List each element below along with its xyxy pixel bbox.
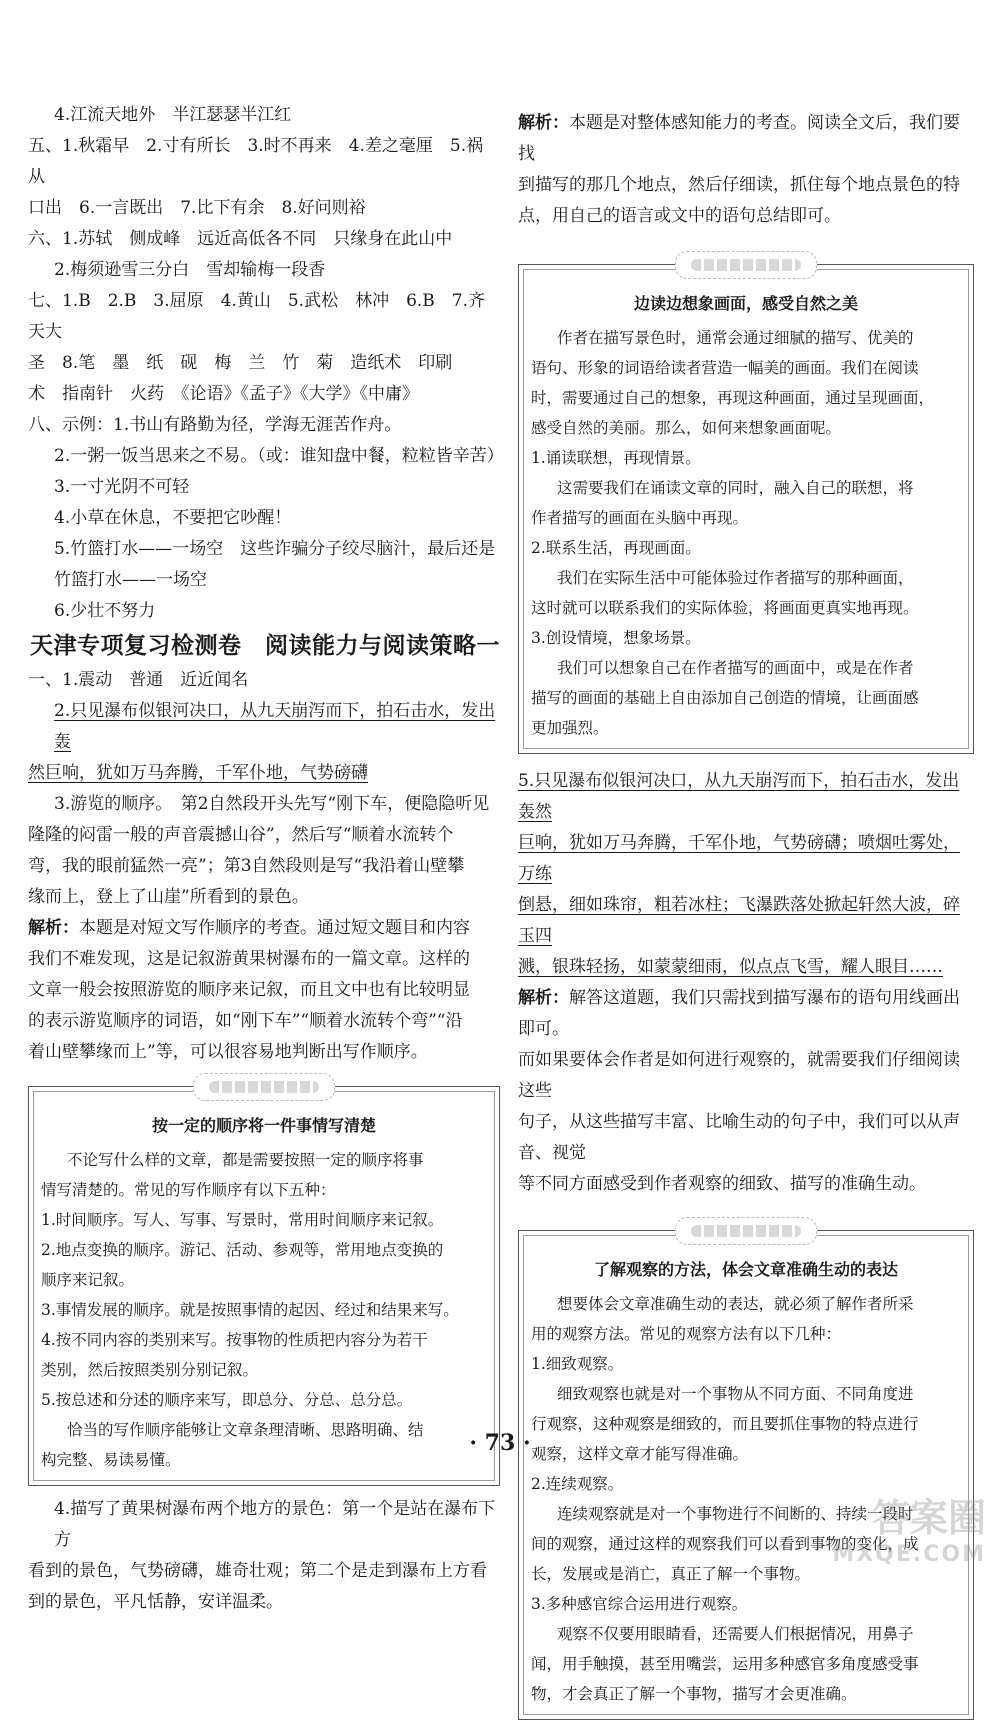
tip-box-line: 长，发展或是消亡，真正了解一个事物。 bbox=[531, 1565, 811, 1583]
q5-answer-line: 溅，银珠轻扬，如蒙蒙细雨，似点点飞雪，耀人眼目…… bbox=[518, 957, 943, 977]
tip-box-line: 3.多种感官综合运用进行观察。 bbox=[531, 1595, 748, 1613]
left-column bbox=[28, 100, 504, 1618]
tip-box-line: 语句、形象的词语给读者营造一幅美的画面。我们在阅读 bbox=[531, 359, 919, 377]
tip-box-line: 5.按总述和分述的顺序来写，即总分、分总、总分总。 bbox=[41, 1391, 413, 1409]
right-column bbox=[518, 108, 974, 1728]
tip-box-line: 顺序来记叙。 bbox=[41, 1271, 135, 1289]
q4-answer-line: 4.描写了黄果树瀑布两个地方的景色：第一个是站在瀑布下方 bbox=[54, 1499, 496, 1550]
tip-box-line: 构完整、易读易懂。 bbox=[41, 1451, 181, 1469]
box-ornament-icon bbox=[675, 251, 817, 279]
q2-answer-line: 然巨响，犹如万马奔腾，千军仆地，气势磅礴 bbox=[28, 763, 368, 783]
tip-box-line: 作者在描写景色时，通常会通过细腻的描写、优美的 bbox=[557, 329, 914, 347]
analysis-paragraph: 解析：本题是对短文写作顺序的考查。通过短文题目和内容 bbox=[28, 918, 470, 938]
tip-box-line: 类别，然后按照类别分别记叙。 bbox=[41, 1361, 259, 1379]
answer-line: 6.少壮不努力 bbox=[54, 601, 156, 621]
tip-box-line: 作者描写的画面在头脑中再现。 bbox=[531, 509, 749, 527]
tip-box-line: 连续观察就是对一个事物进行不间断的、持续一段时 bbox=[557, 1505, 914, 1523]
analysis-line: 而如果要体会作者是如何进行观察的，就需要我们仔细阅读这些 bbox=[518, 1050, 960, 1101]
tip-box-line: 3.创设情境，想象场景。 bbox=[531, 629, 701, 647]
tip-box-line: 这需要我们在诵读文章的同时，融入自己的联想，将 bbox=[557, 479, 914, 497]
answers-block bbox=[28, 100, 504, 627]
q3-answer-line: 隆隆的闷雷一般的声音震撼山谷”，然后写“顺着水流转个 bbox=[28, 825, 454, 845]
tip-box-line: 行观察，这种观察是细致的，而且要抓住事物的特点进行 bbox=[531, 1415, 919, 1433]
answer-line: 4.小草在休息，不要把它吵醒！ bbox=[54, 508, 292, 528]
tip-box-line: 间的观察，通过这样的观察我们可以看到事物的变化，成 bbox=[531, 1535, 919, 1553]
tip-box-body bbox=[41, 1145, 487, 1475]
q3-answer-line: 缘而上，登上了山崖”所看到的景色。 bbox=[28, 887, 309, 907]
q5-answer-line: 巨响，犹如万马奔腾，千军仆地，气势磅礴；喷烟吐雾处，万练 bbox=[518, 833, 960, 884]
tip-box-line: 感受自然的美丽。那么，如何来想象画面呢。 bbox=[531, 419, 842, 437]
analysis-line: 点，用自己的语言或文中的语句总结即可。 bbox=[518, 206, 841, 226]
answer-line: 4.江流天地外 半江瑟瑟半江红 bbox=[54, 105, 292, 125]
tip-box-heading: 按一定的顺序将一件事情写清楚 bbox=[151, 1116, 376, 1135]
analysis-line: 着山壁攀缘而上”等，可以很容易地判断出写作顺序。 bbox=[28, 1042, 428, 1062]
q3-answer-line: 3.游览的顺序。 第2自然段开头先写“刚下车，便隐隐听见 bbox=[54, 794, 490, 814]
answer-line: 五、1.秋霜早 2.寸有所长 3.时不再来 4.差之毫厘 5.祸从 bbox=[28, 136, 484, 187]
q3-answer-line: 弯，我的眼前猛然一亮”；第3自然段则是写“我沿着山壁攀 bbox=[28, 856, 465, 876]
analysis-label: 解析： bbox=[28, 918, 79, 938]
q5-answer-line: 5.只见瀑布似银河决口，从九天崩泻而下，拍石击水，发出轰然 bbox=[518, 771, 960, 822]
tip-box-line: 1.时间顺序。写人、写事、写景时，常用时间顺序来记叙。 bbox=[41, 1211, 444, 1229]
tip-box-line: 观察不仅要用眼睛看，还需要人们根据情况，用鼻子 bbox=[557, 1625, 914, 1643]
analysis-line: 文章一般会按照游览的顺序来记叙，而且文中也有比较明显 bbox=[28, 980, 470, 1000]
tip-box-writing-order bbox=[28, 1086, 500, 1486]
tip-box-line: 这时就可以联系我们的实际体验，将画面更真实地再现。 bbox=[531, 599, 919, 617]
tip-box-line: 3.事情发展的顺序。就是按照事情的起因、经过和结果来写。 bbox=[41, 1301, 459, 1319]
analysis-label: 解析： bbox=[518, 113, 569, 133]
tip-box-line: 时，需要通过自己的想象，再现这种画面，通过呈现画面， bbox=[531, 389, 935, 407]
answer-line: 六、1.苏轼 侧成峰 远近高低各不同 只缘身在此山中 bbox=[28, 229, 453, 249]
tip-box-line: 不论写什么样的文章，都是需要按照一定的顺序将事 bbox=[67, 1151, 424, 1169]
tip-box-line: 我们在实际生活中可能体验过作者描写的那种画面， bbox=[557, 569, 914, 587]
answer-line: 3.一寸光阴不可轻 bbox=[54, 477, 190, 497]
tip-box-line: 闻，用手触摸，甚至用嘴尝，运用多种感官多角度感受事 bbox=[531, 1655, 919, 1673]
q5-answer-line: 倒悬，细如珠帘，粗若冰柱；飞瀑跌落处掀起轩然大波，碎玉四 bbox=[518, 895, 960, 946]
tip-box-line: 用的观察方法。常见的观察方法有以下几种： bbox=[531, 1325, 842, 1343]
tip-box-line: 2.连续观察。 bbox=[531, 1475, 624, 1493]
answer-line: 2.梅须逊雪三分白 雪却输梅一段香 bbox=[54, 260, 326, 280]
tip-box-line: 1.诵读联想，再现情景。 bbox=[531, 449, 701, 467]
analysis-paragraph: 解析：解答这道题，我们只需找到描写瀑布的语句用线画出即可。 bbox=[518, 988, 960, 1039]
section-title: 天津专项复习检测卷 阅读能力与阅读策略一 bbox=[30, 633, 500, 659]
tip-box-line: 细致观察也就是对一个事物从不同方面、不同角度进 bbox=[557, 1385, 914, 1403]
box-ornament-icon bbox=[193, 1073, 335, 1101]
watermark-logo bbox=[810, 1487, 986, 1567]
tip-box-line: 想要体会文章准确生动的表达，就必须了解作者所采 bbox=[557, 1295, 914, 1313]
answer-line: 圣 8.笔 墨 纸 砚 梅 兰 竹 菊 造纸术 印刷 bbox=[28, 353, 453, 373]
analysis-paragraph: 解析：本题是对整体感知能力的考查。阅读全文后，我们要找 bbox=[518, 113, 960, 164]
tip-box-line: 更加强烈。 bbox=[531, 719, 609, 737]
watermark-url: MXQE.COM bbox=[832, 1542, 986, 1567]
tip-box-line: 描写的画面的基础上自由添加自己创造的情境，让画面感 bbox=[531, 689, 919, 707]
tip-box-line: 1.细致观察。 bbox=[531, 1355, 624, 1373]
tip-box-line: 物，才会真正了解一个事物，描写才会更准确。 bbox=[531, 1685, 857, 1703]
tip-box-line: 2.联系生活，再现画面。 bbox=[531, 539, 701, 557]
answer-line: 5.竹篮打水——一场空 这些诈骗分子绞尽脑汁，最后还是 bbox=[54, 539, 496, 559]
tip-box-line: 恰当的写作顺序能够让文章条理清晰、思路明确、结 bbox=[67, 1421, 424, 1439]
q4-answer-line: 到的景色，平凡恬静，安详温柔。 bbox=[28, 1592, 283, 1612]
answer-line: 术 指南针 火药 《论语》《孟子》《大学》《中庸》 bbox=[28, 384, 419, 404]
answer-line: 八、示例：1.书山有路勤为径，学海无涯苦作舟。 bbox=[28, 415, 402, 435]
analysis-line: 等不同方面感受到作者观察的细致、描写的准确生动。 bbox=[518, 1174, 926, 1194]
q4-answer-line: 看到的景色，气势磅礴，雄奇壮观；第二个是走到瀑布上方看 bbox=[28, 1561, 487, 1581]
analysis-line: 的表示游览顺序的词语，如“刚下车”“顺着水流转个弯”“沿 bbox=[28, 1011, 463, 1031]
answer-line: 竹篮打水——一场空 bbox=[54, 570, 207, 590]
page-number: · 73 · bbox=[469, 1430, 531, 1456]
analysis-line: 到描写的那几个地点，然后仔细读，抓住每个地点景色的特 bbox=[518, 175, 960, 195]
tip-box-line: 观察，这样文章才能写得准确。 bbox=[531, 1445, 749, 1463]
tip-box-imagination bbox=[518, 264, 974, 754]
tip-box-line: 我们可以想象自己在作者描写的画面中，或是在作者 bbox=[557, 659, 914, 677]
analysis-line: 我们不难发现，这是记叙游黄果树瀑布的一篇文章。这样的 bbox=[28, 949, 470, 969]
tip-box-line: 情写清楚的。常见的写作顺序有以下五种： bbox=[41, 1181, 336, 1199]
answer-line: 2.一粥一饭当思来之不易。（或：谁知盘中餐，粒粒皆辛苦） bbox=[54, 446, 504, 466]
tip-box-heading: 了解观察的方法，体会文章准确生动的表达 bbox=[593, 1260, 898, 1279]
q2-answer-line: 2.只见瀑布似银河决口，从九天崩泻而下，拍石击水，发出轰 bbox=[54, 701, 496, 752]
tip-box-body bbox=[531, 323, 961, 743]
tip-box-line: 4.按不同内容的类别来写。按事物的性质把内容分为若干 bbox=[41, 1331, 428, 1349]
tip-box-heading: 边读边想象画面，感受自然之美 bbox=[633, 294, 858, 313]
analysis-label: 解析： bbox=[518, 988, 569, 1008]
tip-box-observation bbox=[518, 1230, 974, 1720]
analysis-line: 句子，从这些描写丰富、比喻生动的句子中，我们可以从声音、视觉 bbox=[518, 1112, 960, 1163]
q1-answer: 一、1.震动 普通 近近闻名 bbox=[28, 670, 249, 690]
tip-box-line: 2.地点变换的顺序。游记、活动、参观等，常用地点变换的 bbox=[41, 1241, 444, 1259]
answer-line: 七、1.B 2.B 3.屈原 4.黄山 5.武松 林冲 6.B 7.齐天大 bbox=[28, 291, 486, 342]
watermark-text: 答案圈 bbox=[871, 1496, 986, 1540]
box-ornament-icon bbox=[675, 1217, 817, 1245]
answer-line: 口出 6.一言既出 7.比下有余 8.好问则裕 bbox=[28, 198, 366, 218]
